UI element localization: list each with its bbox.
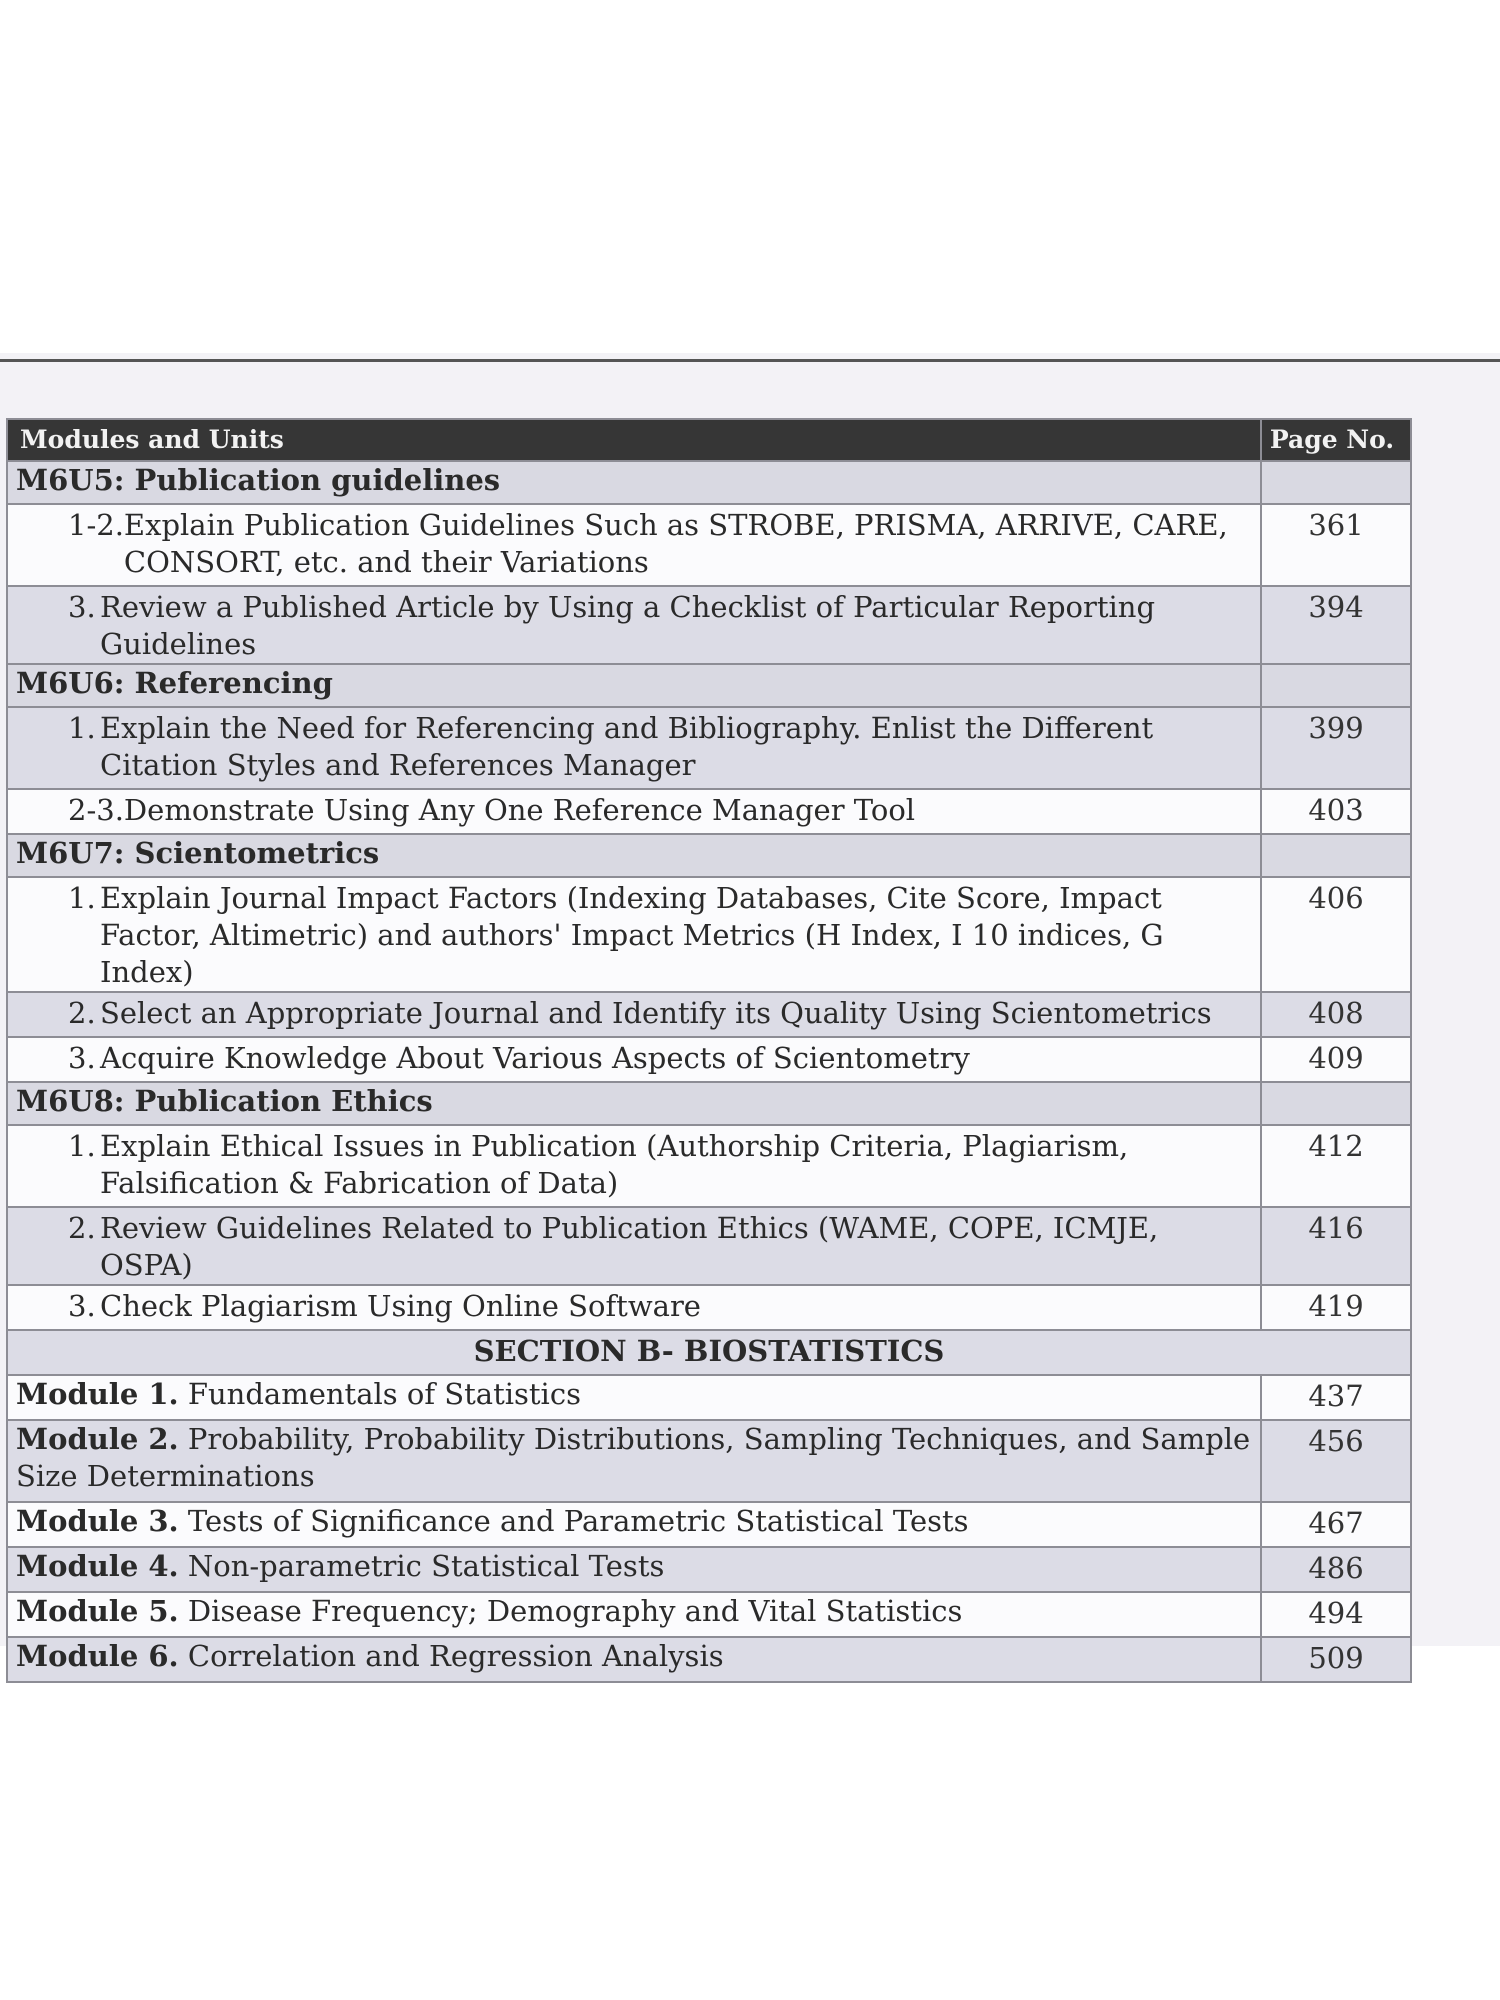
entry-page: 408 [1261, 992, 1411, 1037]
entry-page: 399 [1261, 707, 1411, 789]
entry-number: 2-3. [68, 793, 124, 827]
module-label: Module 1. [16, 1377, 179, 1411]
module-text: Non-parametric Statistical Tests [187, 1549, 665, 1583]
title-column-header: Modules and Units [7, 419, 1261, 461]
page-column-header: Page No. [1261, 419, 1411, 461]
entry-page: 412 [1261, 1125, 1411, 1207]
entry-page: 416 [1261, 1207, 1411, 1285]
module-text: Probability, Probability Distributions, Sampling Techniques, and Sample Size Determinations [16, 1422, 1251, 1493]
entry-number: 1. [68, 881, 96, 915]
entry-title-cell [7, 992, 1261, 1037]
module-row[interactable] [7, 1592, 1411, 1637]
toc-entry[interactable] [7, 1125, 1411, 1207]
entry-text: Review Guidelines Related to Publication Ethics (WAME, COPE, ICMJE, OSPA) [100, 1211, 1159, 1282]
unit-page-empty [1261, 834, 1411, 877]
unit-title: M6U8: Publication Ethics [7, 1082, 1261, 1125]
toc-entry[interactable] [7, 877, 1411, 992]
table-of-contents [6, 418, 1412, 1683]
unit-heading-row [7, 664, 1411, 707]
entry-number: 1. [68, 1129, 96, 1163]
module-text: Tests of Significance and Parametric Statistical Tests [187, 1504, 969, 1538]
module-title-cell [7, 1375, 1261, 1420]
module-row[interactable] [7, 1547, 1411, 1592]
module-row[interactable] [7, 1637, 1411, 1682]
entry-title-cell [7, 504, 1261, 586]
entry-page: 409 [1261, 1037, 1411, 1082]
entry-title-cell [7, 586, 1261, 664]
entry-number: 3. [68, 1289, 96, 1323]
entry-text: Explain Journal Impact Factors (Indexing Databases, Cite Score, Impact Factor, Altimetric) and authors' Impact Metrics (H Index, I 10 indices, G Index) [100, 881, 1164, 989]
unit-page-empty [1261, 1082, 1411, 1125]
module-row[interactable] [7, 1420, 1411, 1502]
module-page: 494 [1261, 1592, 1411, 1637]
entry-number: 1-2. [68, 508, 124, 542]
entry-text: Acquire Knowledge About Various Aspects of Scientometry [100, 1041, 970, 1075]
entry-text: Check Plagiarism Using Online Software [100, 1289, 701, 1323]
entry-title-cell [7, 1037, 1261, 1082]
unit-page-empty [1261, 461, 1411, 504]
entry-page: 361 [1261, 504, 1411, 586]
unit-title: M6U7: Scientometrics [7, 834, 1261, 877]
entry-text: Review a Published Article by Using a Checklist of Particular Reporting Guidelines [100, 590, 1156, 661]
entry-text: Explain the Need for Referencing and Bibliography. Enlist the Different Citation Styles and References Manager [100, 711, 1154, 782]
module-title-cell [7, 1547, 1261, 1592]
toc-entry[interactable] [7, 504, 1411, 586]
toc-entry[interactable] [7, 1285, 1411, 1330]
entry-title-cell [7, 1207, 1261, 1285]
module-label: Module 6. [16, 1639, 179, 1673]
module-title-cell [7, 1592, 1261, 1637]
unit-page-empty [1261, 664, 1411, 707]
entry-page: 394 [1261, 586, 1411, 664]
toc-entry[interactable] [7, 789, 1411, 834]
entry-page: 419 [1261, 1285, 1411, 1330]
unit-title: M6U5: Publication guidelines [7, 461, 1261, 504]
entry-title-cell [7, 1125, 1261, 1207]
toc-entry[interactable] [7, 707, 1411, 789]
entry-page: 406 [1261, 877, 1411, 992]
module-text: Disease Frequency; Demography and Vital Statistics [187, 1594, 963, 1628]
module-text: Correlation and Regression Analysis [187, 1639, 724, 1673]
entry-text: Select an Appropriate Journal and Identify its Quality Using Scientometrics [100, 996, 1212, 1030]
module-page: 456 [1261, 1420, 1411, 1502]
entry-text: Explain Publication Guidelines Such as STROBE, PRISMA, ARRIVE, CARE, CONSORT, etc. and their Variations [123, 508, 1228, 579]
module-page: 437 [1261, 1375, 1411, 1420]
entry-number: 3. [68, 590, 96, 624]
table-header-row [7, 419, 1411, 461]
module-row[interactable] [7, 1375, 1411, 1420]
entry-text: Explain Ethical Issues in Publication (Authorship Criteria, Plagiarism, Falsification & Fabrication of Data) [100, 1129, 1129, 1200]
unit-heading-row [7, 834, 1411, 877]
entry-title-cell [7, 707, 1261, 789]
entry-page: 403 [1261, 789, 1411, 834]
entry-title-cell [7, 1285, 1261, 1330]
toc-entry[interactable] [7, 586, 1411, 664]
entry-title-cell [7, 877, 1261, 992]
entry-number: 2. [68, 996, 96, 1030]
module-label: Module 5. [16, 1594, 179, 1628]
entry-title-cell [7, 789, 1261, 834]
module-row[interactable] [7, 1502, 1411, 1547]
section-title: SECTION B- BIOSTATISTICS [7, 1330, 1411, 1375]
unit-heading-row [7, 461, 1411, 504]
toc-entry[interactable] [7, 992, 1411, 1037]
toc-entry[interactable] [7, 1037, 1411, 1082]
module-label: Module 3. [16, 1504, 179, 1538]
unit-heading-row [7, 1082, 1411, 1125]
module-title-cell [7, 1420, 1261, 1502]
entry-number: 3. [68, 1041, 96, 1075]
section-heading-row [7, 1330, 1411, 1375]
unit-title: M6U6: Referencing [7, 664, 1261, 707]
toc-entry[interactable] [7, 1207, 1411, 1285]
entry-number: 2. [68, 1211, 96, 1245]
module-title-cell [7, 1637, 1261, 1682]
module-page: 467 [1261, 1502, 1411, 1547]
module-label: Module 4. [16, 1549, 179, 1583]
module-label: Module 2. [16, 1422, 179, 1456]
entry-number: 1. [68, 711, 96, 745]
module-title-cell [7, 1502, 1261, 1547]
module-text: Fundamentals of Statistics [187, 1377, 581, 1411]
top-rule [0, 359, 1500, 362]
module-page: 486 [1261, 1547, 1411, 1592]
entry-text: Demonstrate Using Any One Reference Manager Tool [123, 793, 916, 827]
module-page: 509 [1261, 1637, 1411, 1682]
